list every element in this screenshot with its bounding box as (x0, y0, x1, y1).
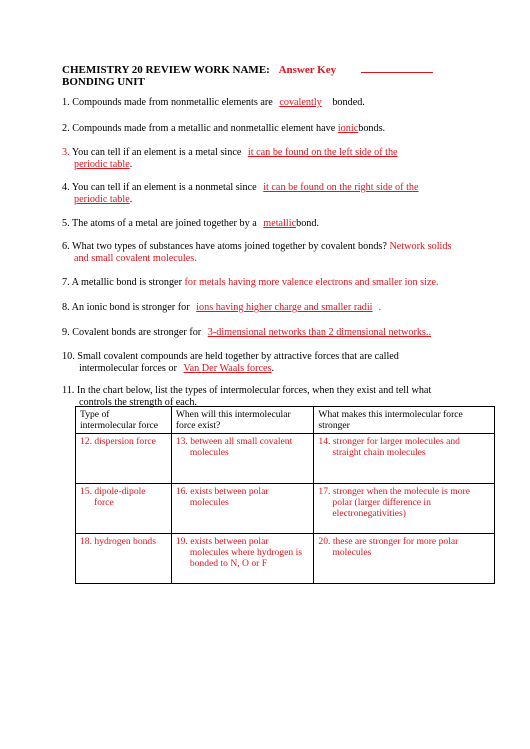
intermolecular-forces-table (75, 406, 495, 584)
cell-text: 17. stronger when the molecule is more polar (larger difference in electronegativities) (318, 486, 471, 519)
answer-text: Van Der Waals forces (183, 363, 272, 374)
cell-text: 20. these are stronger for more polar molecules (318, 536, 459, 558)
answer-text: ions having higher charge and smaller radii (196, 302, 373, 313)
table-header-cell: What makes this intermolecular force stronger (314, 407, 495, 434)
question-7 (62, 277, 439, 289)
cell-text: 14. stronger for larger molecules and straight chain molecules (318, 436, 460, 458)
question-text: You can tell if an element is a metal since (71, 147, 242, 158)
table-header-cell: Type of intermolecular force (76, 407, 172, 434)
cell-text: 18. hydrogen bonds (80, 536, 156, 547)
question-text: You can tell if an element is a nonmetal since (71, 182, 257, 193)
table-cell (314, 434, 495, 484)
question-number: 9. (62, 327, 70, 338)
header-line-1 (62, 64, 433, 76)
table-cell (314, 484, 495, 534)
cell-text: 12. dispersion force (80, 436, 156, 447)
question-number: 7. (62, 277, 70, 288)
question-text-continued: controls the strength of each. (79, 397, 197, 408)
answer-text: it can be found on the right side of the (263, 182, 419, 193)
table-cell (76, 434, 172, 484)
table-header-row (76, 407, 495, 434)
table-cell (171, 534, 314, 584)
question-number: 5. (62, 218, 70, 229)
cell-text: 13. between all small covalent molecules (175, 436, 293, 458)
question-text: Covalent bonds are stronger for (72, 327, 202, 338)
answer-text: covalently (279, 97, 322, 108)
question-3 (62, 147, 398, 171)
cell-text: 19. exists between polar molecules where hydrogen is bonded to N, O or F (175, 536, 302, 569)
question-text: What two types of substances have atoms joined together by covalent bonds? (72, 241, 387, 252)
question-number: 6. (62, 241, 70, 252)
table-cell (76, 534, 172, 584)
question-text: An ionic bond is stronger for (71, 302, 190, 313)
question-number: 1. (62, 97, 70, 108)
cell-text: 15. dipole-dipole force (80, 486, 146, 508)
answer-text-continued: periodic table (74, 159, 130, 170)
question-number: 2. (62, 123, 70, 134)
question-text: The atoms of a metal are joined together by a (72, 218, 257, 229)
answer-text-continued: periodic table (74, 194, 130, 205)
answer-text: 3-dimensional networks than 2 dimensional networks.. (207, 327, 431, 338)
question-suffix: . (378, 302, 382, 313)
question-text: Small covalent compounds are held together by attractive forces that are called (77, 351, 399, 362)
question-suffix: . (129, 159, 133, 170)
question-suffix: . (271, 363, 275, 374)
question-suffix: bond. (296, 218, 320, 229)
header-title: CHEMISTRY 20 REVIEW WORK NAME: (62, 64, 270, 76)
question-text-continued: intermolecular forces or (79, 363, 177, 374)
question-10 (62, 351, 399, 375)
answer-key-label: Answer Key (278, 64, 337, 76)
table-row (76, 534, 495, 584)
question-2 (62, 123, 385, 135)
answer-text: ionic (337, 123, 359, 134)
table-cell (171, 484, 314, 534)
question-suffix: . (129, 194, 133, 205)
name-blank-line (361, 72, 433, 73)
question-4 (62, 182, 419, 206)
question-number: 11. (62, 385, 75, 396)
cell-text: 16. exists between polar molecules (175, 486, 269, 508)
question-text: Compounds made from nonmetallic elements are (72, 97, 273, 108)
question-suffix: bonded. (332, 97, 365, 108)
question-text: A metallic bond is stronger (71, 277, 182, 288)
worksheet-header (62, 64, 433, 88)
table-row (76, 484, 495, 534)
answer-text: it can be found on the left side of the (247, 147, 398, 158)
answer-text-continued: and small covalent molecules. (74, 253, 197, 264)
question-5 (62, 218, 319, 230)
question-number: 10. (62, 351, 75, 362)
question-number: 4. (62, 182, 70, 193)
table-header-cell: When will this intermolecular force exist? (171, 407, 314, 434)
question-number: 3. (62, 147, 70, 158)
table-row (76, 434, 495, 484)
answer-text: metallic (263, 218, 297, 229)
question-text: Compounds made from a metallic and nonmetallic element have (72, 123, 336, 134)
question-8 (62, 302, 381, 314)
table-cell (314, 534, 495, 584)
header-unit: BONDING UNIT (62, 76, 145, 88)
question-6 (62, 241, 451, 265)
question-text: In the chart below, list the types of intermolecular forces, when they exist and tell what (76, 385, 432, 396)
question-suffix: bonds. (358, 123, 386, 134)
question-number: 8. (62, 302, 70, 313)
table-cell (171, 434, 314, 484)
answer-text: Network solids (389, 241, 452, 252)
question-1 (62, 97, 365, 109)
question-9 (62, 327, 431, 339)
answer-text: for metals having more valence electrons and smaller ion size. (184, 277, 439, 288)
table-cell (76, 484, 172, 534)
